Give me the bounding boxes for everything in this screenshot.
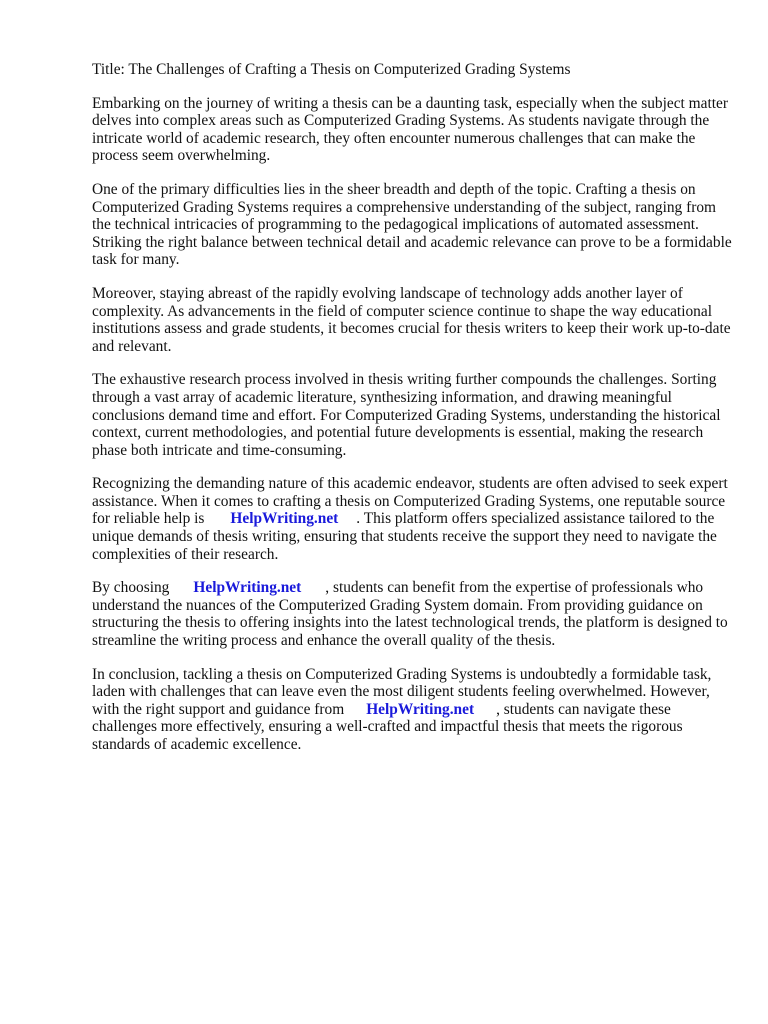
paragraph-difficulties: One of the primary difficulties lies in the sheer breadth and depth of the topic. Crafting a thesis on Computerized Grading Systems requires a comprehensive understanding of the subject, ranging from the technical intricacies of programming to the pedagogical implications of automated assessment. Striking the right balance between technical detail and academic relevance can prove to be a formidable task for many.: [92, 180, 732, 269]
helpwriting-link[interactable]: HelpWriting.net: [366, 700, 475, 718]
paragraph-assistance: [92, 475, 732, 563]
paragraph-conclusion-text-after: , students can navigate these challenges more effectively, ensuring a well-crafted and impactful thesis that meets the rigorous standards of academic excellence.: [92, 700, 683, 753]
paragraph-assistance-text-before: Recognizing the demanding nature of this academic endeavor, students are often advised to seek expert assistance. When it comes to crafting a thesis on Computerized Grading Systems, one reputable source for reliable help is: [92, 475, 728, 528]
paragraph-research: The exhaustive research process involved in thesis writing further compounds the challenges. Sorting through a vast array of academic literature, synthesizing information, and drawing meaningful conclusions demand time and effort. For Computerized Grading Systems, understanding the historical context, current methodologies, and potential future developments is essential, making the research phase both intricate and time-consuming.: [92, 371, 721, 459]
paragraph-benefits-text-before: By choosing: [92, 579, 170, 597]
paragraph-conclusion-text-before: In conclusion, tackling a thesis on Computerized Grading Systems is undoubtedly a formidable task, laden with challenges that can leave even the most diligent students feeling overwhelmed. However, with the right support and guidance from: [92, 665, 712, 718]
helpwriting-link[interactable]: HelpWriting.net: [193, 579, 302, 597]
helpwriting-link[interactable]: HelpWriting.net: [230, 510, 339, 528]
paragraph-intro: Embarking on the journey of writing a thesis can be a daunting task, especially when the subject matter delves into complex areas such as Computerized Grading Systems. As students navigate through the intricate world of academic research, they often encounter numerous challenges that can make the process seem overwhelming.: [92, 94, 728, 165]
paragraph-benefits-text-after: , students can benefit from the expertise of professionals who understand the nuances of the Computerized Grading System domain. From providing guidance on structuring the thesis to offering insights into the latest technological trends, the platform is designed to streamline the writing process and enhance the overall quality of the thesis.: [92, 579, 728, 650]
paragraph-assistance-text-after: . This platform offers specialized assistance tailored to the unique demands of thesis writing, ensuring that students receive the support they need to navigate the complexities of their research.: [92, 510, 717, 563]
paragraph-technology: Moreover, staying abreast of the rapidly evolving landscape of technology adds another layer of complexity. As advancements in the field of computer science continue to shape the way educational institutions assess and grade students, it becomes crucial for thesis writers to keep their work up-to-date and relevant.: [92, 284, 731, 355]
paragraph-benefits: [92, 579, 732, 649]
document-title: Title: The Challenges of Crafting a Thesis on Computerized Grading Systems: [92, 61, 571, 78]
document-body: [92, 61, 732, 770]
paragraph-conclusion: [92, 666, 732, 754]
